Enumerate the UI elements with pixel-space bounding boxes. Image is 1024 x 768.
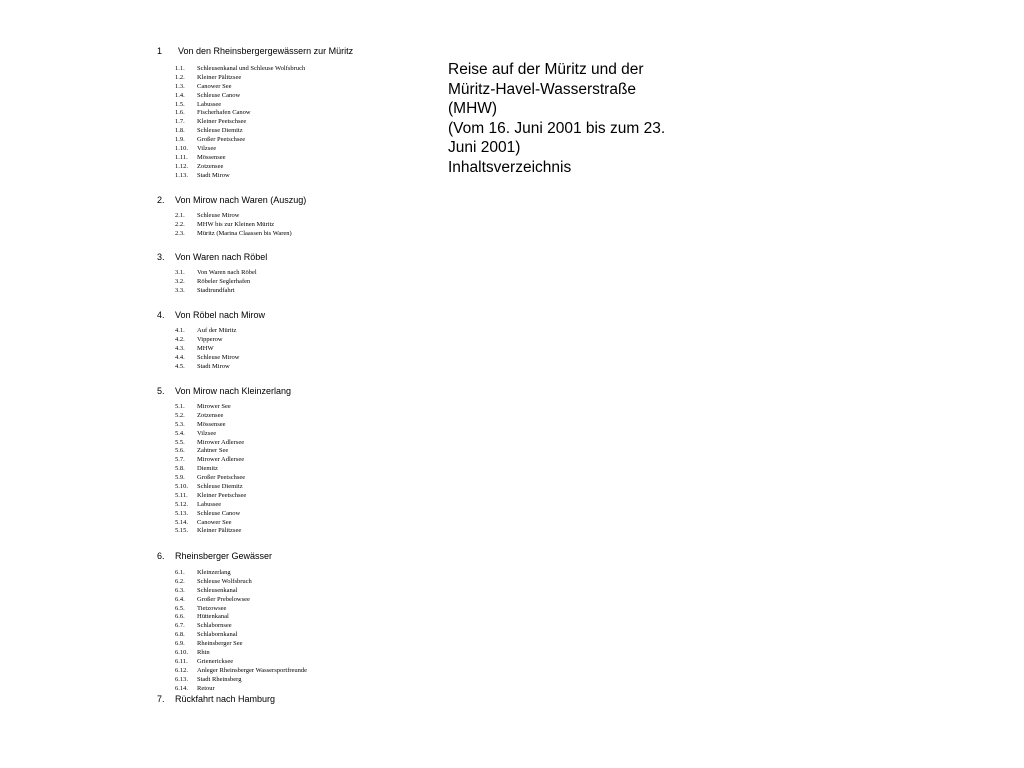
toc-item-number: 5.10. (175, 483, 188, 491)
toc-item-text: Vilzsee (197, 145, 217, 153)
toc-item-number: 5.9. (175, 474, 185, 482)
section-title: Von Röbel nach Mirow (175, 310, 266, 320)
toc-item-number: 1.11. (175, 153, 188, 161)
toc-item-text: Canower See (197, 518, 232, 526)
toc-item-number: 5.3. (175, 420, 185, 428)
toc-item-number: 6.13. (175, 675, 188, 683)
toc-item-text: Labussee (197, 500, 222, 508)
toc-item-text: Müritz (Marina Claassen bis Waren) (197, 229, 292, 237)
toc-item-number: 6.6. (175, 613, 185, 621)
toc-item-text: Zotzensee (197, 411, 224, 419)
toc-item-text: Fischerhafen Canow (197, 109, 251, 117)
toc-item-number: 5.6. (175, 447, 185, 455)
section-title: Rückfahrt nach Hamburg (175, 694, 276, 704)
toc-item-number: 1.3. (175, 82, 185, 90)
section-number: 1 (157, 46, 163, 56)
toc-item-number: 5.15. (175, 527, 188, 535)
toc-item-number: 1.13. (175, 171, 188, 179)
toc-item-number: 1.6. (175, 109, 185, 117)
toc-item-number: 4.3. (175, 344, 185, 352)
section-number: 5. (157, 386, 165, 396)
toc-item-text: Canower See (197, 82, 232, 90)
toc-item-text: Mössensee (197, 153, 226, 161)
toc-item-text: Grienericksee (197, 657, 234, 665)
toc-item-text: Retour (197, 684, 215, 692)
toc-item-text: Von Waren nach Röbel (197, 269, 257, 276)
toc-item-number: 4.1. (175, 327, 185, 334)
toc-item-text: Rheinsberger See (197, 640, 243, 648)
toc-item-text: Schleuse Canow (197, 91, 241, 99)
toc-item-text: Schleuse Diemitz (197, 127, 243, 135)
toc-item-number: 1.12. (175, 162, 188, 170)
toc-item-number: 1.10. (175, 145, 188, 153)
toc-item-number: 4.4. (175, 353, 185, 361)
toc-item-text: Mirower See (197, 403, 231, 410)
section-number: 7. (157, 694, 165, 704)
toc-item-text: Schleuse Mirow (197, 212, 240, 219)
toc-item-number: 1.7. (175, 118, 185, 126)
toc-item-text: Anleger Rheinsberger Wassersportfreunde (197, 666, 308, 674)
toc-item-text: Zahtner See (197, 447, 229, 455)
toc-item-text: Mössensee (197, 420, 226, 428)
toc-item-number: 4.2. (175, 335, 185, 343)
toc-item-text: Kleiner Peetschsee (197, 118, 247, 126)
section-number: 4. (157, 310, 165, 320)
toc-item-text: Vilzsee (197, 429, 217, 437)
toc-item-number: 5.12. (175, 500, 188, 508)
section-title: Von Mirow nach Kleinzerlang (175, 386, 292, 396)
section-title: Von den Rheinsbergergewässern zur Müritz (178, 46, 354, 56)
toc-item-text: Rhin (197, 649, 210, 657)
toc-item-text: Hüttenkanal (197, 613, 229, 621)
toc-item-text: Stadt Rheinsberg (197, 675, 242, 683)
toc-item-number: 6.11. (175, 657, 188, 665)
toc-item-text: Schleusenkanal und Schleuse Wolfsbruch (197, 65, 306, 72)
title-line: Müritz-Havel-Wasserstraße (448, 80, 637, 98)
title-line: Reise auf der Müritz und der (448, 61, 644, 78)
toc-item-number: 3.1. (175, 269, 185, 276)
section-title: Von Mirow nach Waren (Auszug) (175, 195, 307, 205)
section-number: 2. (157, 195, 165, 205)
toc-item-text: Zotzensee (197, 162, 224, 170)
toc-item-text: Labussee (197, 100, 222, 108)
toc-item-text: Stadt Mirow (197, 362, 230, 370)
toc-item-number: 1.4. (175, 91, 185, 99)
section-title: Von Waren nach Röbel (175, 252, 268, 262)
toc-item-number: 5.5. (175, 438, 185, 446)
toc-item-number: 6.8. (175, 631, 185, 639)
toc-item-number: 5.4. (175, 429, 185, 437)
toc-item-number: 1.2. (175, 73, 185, 81)
toc-item-number: 2.2. (175, 220, 185, 228)
toc-item-number: 3.2. (175, 277, 185, 285)
toc-item-text: Kleiner Pälitzsee (197, 527, 242, 535)
title-line: Inhaltsverzeichnis (448, 158, 572, 176)
toc-item-number: 1.1. (175, 65, 185, 72)
toc-item-number: 1.5. (175, 100, 185, 108)
toc-item-number: 6.2. (175, 577, 185, 585)
toc-item-text: Vipperow (197, 335, 223, 343)
toc-item-number: 1.8. (175, 127, 185, 135)
toc-item-text: Diemitz (197, 465, 218, 473)
document-title-block (448, 60, 748, 178)
toc-item-text: Stadtrundfahrt (197, 286, 235, 294)
toc-item-number: 5.13. (175, 509, 188, 517)
toc-item-text: Schleuse Diemitz (197, 483, 243, 491)
toc-item-text: Schleuse Wolfsbruch (197, 577, 252, 585)
toc-item-text: Kleinzerlang (197, 569, 231, 576)
toc-item-number: 1.9. (175, 136, 185, 144)
toc-item-text: Großer Peetschsee (197, 136, 246, 144)
toc-item-number: 5.14. (175, 518, 188, 526)
toc-item-text: Röbeler Seglerhafen (197, 277, 251, 285)
toc-item-number: 6.3. (175, 586, 185, 594)
section-number: 3. (157, 252, 165, 262)
title-line: (MHW) (448, 100, 498, 118)
section-title: Rheinsberger Gewässer (175, 551, 273, 561)
toc-item-text: Schlabornsee (197, 622, 232, 630)
toc-item-number: 6.7. (175, 622, 185, 630)
toc-item-text: MHW bis zur Kleinen Müritz (197, 220, 275, 228)
toc-item-text: Tietzowsee (197, 604, 227, 612)
toc-item-text: Kleiner Pälitzsee (197, 73, 242, 81)
toc-item-text: Schleuse Canow (197, 509, 241, 517)
toc-item-number: 3.3. (175, 286, 185, 294)
toc-item-number: 6.5. (175, 604, 185, 612)
title-line: (Vom 16. Juni 2001 bis zum 23. (448, 119, 666, 137)
section-number: 6. (157, 551, 165, 561)
toc-item-text: Schleuse Mirow (197, 353, 240, 361)
table-of-contents (0, 0, 440, 768)
toc-item-text: Großer Prebelowsee (197, 595, 250, 603)
toc-item-text: Schlabornkanal (197, 631, 238, 639)
toc-item-number: 5.2. (175, 411, 185, 419)
toc-item-number: 4.5. (175, 362, 185, 370)
toc-item-number: 6.14. (175, 684, 188, 692)
toc-item-text: Mirower Adlersee (197, 456, 245, 464)
toc-item-text: Mirower Adlersee (197, 438, 245, 446)
toc-item-number: 6.4. (175, 595, 185, 603)
toc-item-number: 6.12. (175, 666, 188, 674)
toc-item-number: 6.10. (175, 649, 188, 657)
toc-item-number: 2.1. (175, 212, 185, 219)
toc-item-number: 5.7. (175, 456, 185, 464)
toc-item-number: 5.8. (175, 465, 185, 473)
title-line: Juni 2001) (448, 139, 521, 157)
toc-item-text: Schleusenkanal (197, 586, 238, 594)
toc-item-number: 5.11. (175, 491, 188, 499)
toc-item-text: MHW (197, 344, 214, 352)
toc-item-text: Stadt Mirow (197, 171, 230, 179)
toc-item-number: 2.3. (175, 229, 185, 237)
toc-item-text: Großer Peetschsee (197, 474, 246, 482)
toc-item-text: Auf der Müritz (197, 327, 237, 334)
toc-item-number: 5.1. (175, 403, 185, 410)
toc-item-number: 6.9. (175, 640, 185, 648)
toc-item-text: Kleiner Peetschsee (197, 491, 247, 499)
toc-item-number: 6.1. (175, 569, 185, 576)
